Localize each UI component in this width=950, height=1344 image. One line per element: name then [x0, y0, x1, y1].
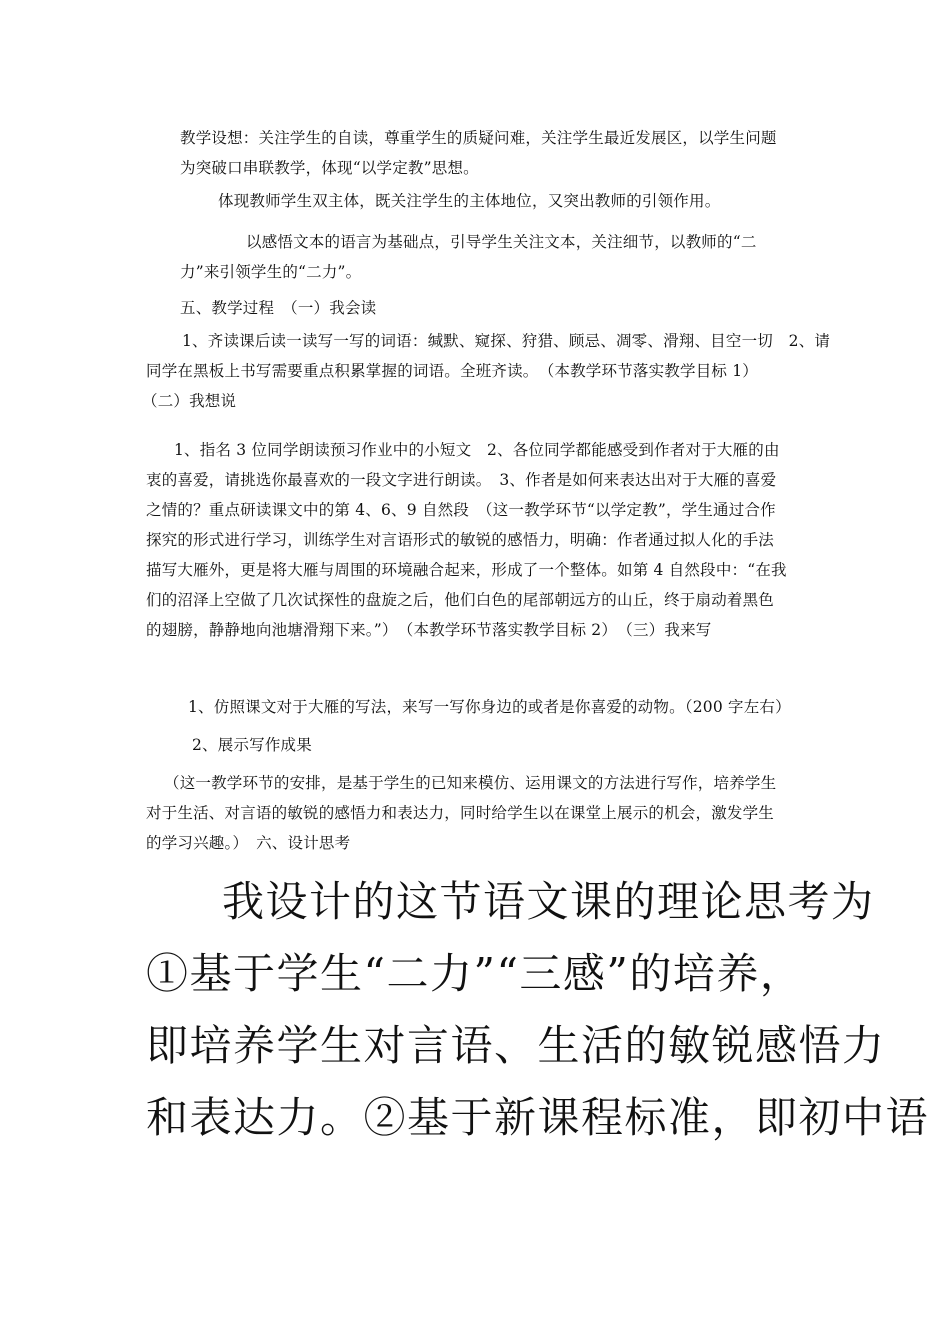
text-line: 之情的？重点研读课文中的第 4、6、9 自然段 （这一教学环节“以学定教”，学生通过合作 — [146, 501, 776, 519]
paragraph-read-aloud — [142, 326, 831, 416]
text-line: 力”来引领学生的“二力”。 — [180, 263, 362, 281]
section-heading-teaching-process — [146, 293, 810, 323]
text-line: 以感悟文本的语言为基础点，引导学生关注文本，关注细节，以教师的“二 — [246, 233, 757, 251]
text-line: （这一教学环节的安排，是基于学生的已知来模仿、运用课文的方法进行写作，培养学生 — [164, 774, 777, 792]
text-line: 同学在黑板上书写需要重点积累掌握的词语。全班齐读。 （本教学环节落实教学目标 1） — [146, 362, 758, 380]
text-line: 的学习兴趣。） 六、设计思考 — [146, 834, 351, 852]
text-line: （二）我想说 — [142, 392, 237, 410]
text-line: 为突破口串联教学，体现“以学定教”思想。 — [180, 159, 479, 177]
text-line: 1、齐读课后读一读写一写的词语：缄默、窥探、狩猎、顾忌、凋零、滑翔、目空一切 2、请 — [182, 332, 831, 350]
paragraph-teaching-idea — [146, 123, 810, 183]
paragraph-show-writing — [146, 730, 810, 760]
text-line: 和表达力。②基于新课程标准，即初中语 — [146, 1093, 930, 1142]
paragraph-i-want-to-say — [146, 435, 810, 645]
paragraph-dual-subject — [146, 186, 810, 216]
paragraph-imitation-writing — [146, 692, 810, 722]
text-line: ①基于学生“二力”“三感”的培养， — [146, 949, 804, 998]
text-line: 衷的喜爱，请挑选你最喜欢的一段文字进行朗读。 3、作者是如何来表达出对于大雁的喜爱 — [146, 471, 777, 489]
paragraph-arrangement-note — [146, 768, 810, 858]
text-line: 1、仿照课文对于大雁的写法，来写一写你身边的或者是你喜爱的动物。（200 字左右） — [188, 698, 791, 716]
text-line: 们的沼泽上空做了几次试探性的盘旋之后，他们白色的尾部朝远方的山丘，终于扇动着黑色 — [146, 591, 775, 609]
text-line: 我设计的这节语文课的理论思考为 — [222, 877, 875, 926]
text-line: 体现教师学生双主体，既关注学生的主体地位，又突出教师的引领作用。 — [218, 192, 721, 210]
text-line: 描写大雁外，更是将大雁与周围的环境融合起来，形成了一个整体。如第 4 自然段中：“在我 — [146, 561, 787, 579]
text-line: 即培养学生对言语、生活的敏锐感悟力 — [146, 1021, 886, 1070]
text-line: 探究的形式进行学习，训练学生对言语形式的敏锐的感悟力，明确：作者通过拟人化的手法 — [146, 531, 775, 549]
paragraph-language-basis — [146, 227, 810, 287]
text-line: 1、指名 3 位同学朗读预习作业中的小短文 2、各位同学都能感受到作者对于大雁的由 — [174, 441, 780, 459]
text-line: 的翅膀，静静地向池塘滑翔下来。”） （本教学环节落实教学目标 2） （三）我来写 — [146, 621, 712, 639]
text-line: 教学设想：关注学生的自读，尊重学生的质疑问难，关注学生最近发展区，以学生问题 — [180, 129, 777, 147]
text-line: 2、展示写作成果 — [192, 736, 312, 754]
text-line: 对于生活、对言语的敏锐的感悟力和表达力，同时给学生以在课堂上展示的机会，激发学生 — [146, 804, 775, 822]
paragraph-design-reflection-large — [146, 866, 930, 1154]
text-line: 五、教学过程 （一）我会读 — [180, 299, 377, 317]
